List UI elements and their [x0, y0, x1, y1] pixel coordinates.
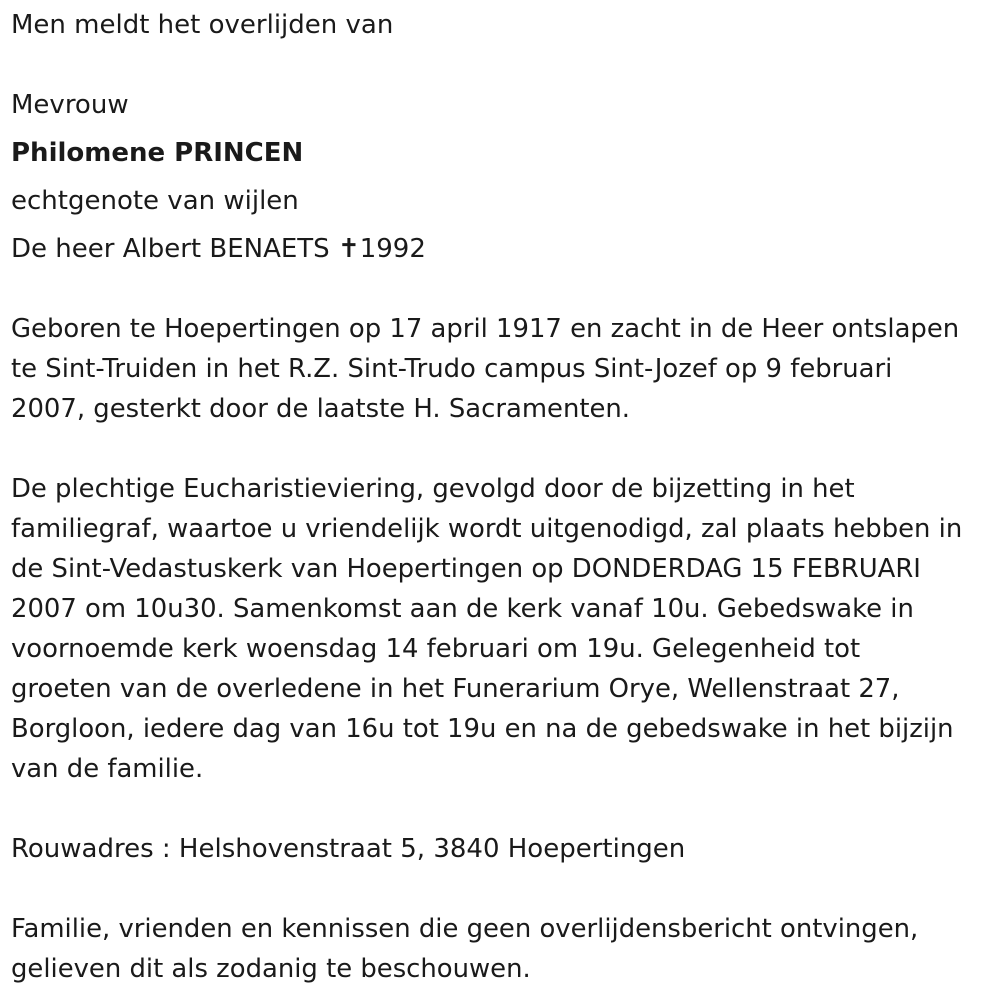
birth-death-paragraph — [11, 309, 996, 429]
birth-line: te Sint-Truiden in het R.Z. Sint-Trudo campus Sint-Jozef op 9 februari — [11, 354, 893, 384]
ceremony-line: de Sint-Vedastuskerk van Hoepertingen op DONDERDAG 15 FEBRUARI — [11, 554, 921, 584]
birth-line: Geboren te Hoepertingen op 17 april 1917 en zacht in de Heer ontslapen — [11, 314, 960, 344]
deceased-name: Philomene PRINCEN — [11, 138, 304, 168]
closing-line: Familie, vrienden en kennissen die geen overlijdensbericht ontvingen, — [11, 914, 919, 944]
spouse-label: echtgenote van wijlen — [11, 186, 299, 216]
ceremony-line: Borgloon, iedere dag van 16u tot 19u en na de gebedswake in het bijzijn — [11, 714, 954, 744]
intro-text: Men meldt het overlijden van — [11, 10, 394, 40]
closing-line: gelieven dit als zodanig te beschouwen. — [11, 954, 531, 984]
closing-paragraph — [11, 909, 996, 989]
ceremony-line: van de familie. — [11, 754, 204, 784]
mourning-address: Rouwadres : Helshovenstraat 5, 3840 Hoepertingen — [11, 834, 686, 864]
ceremony-line: groeten van de overledene in het Funerarium Orye, Wellenstraat 27, — [11, 674, 900, 704]
ceremony-line: familiegraf, waartoe u vriendelijk wordt uitgenodigd, zal plaats hebben in — [11, 514, 963, 544]
ceremony-line: De plechtige Eucharistieviering, gevolgd door de bijzetting in het — [11, 474, 855, 504]
spouse-name: De heer Albert BENAETS ✝1992 — [11, 234, 426, 264]
ceremony-line: voornoemde kerk woensdag 14 februari om 19u. Gelegenheid tot — [11, 634, 861, 664]
ceremony-paragraph — [11, 469, 996, 789]
birth-line: 2007, gesterkt door de laatste H. Sacramenten. — [11, 394, 631, 424]
ceremony-line: 2007 om 10u30. Samenkomst aan de kerk vanaf 10u. Gebedswake in — [11, 594, 914, 624]
salutation: Mevrouw — [11, 90, 129, 120]
